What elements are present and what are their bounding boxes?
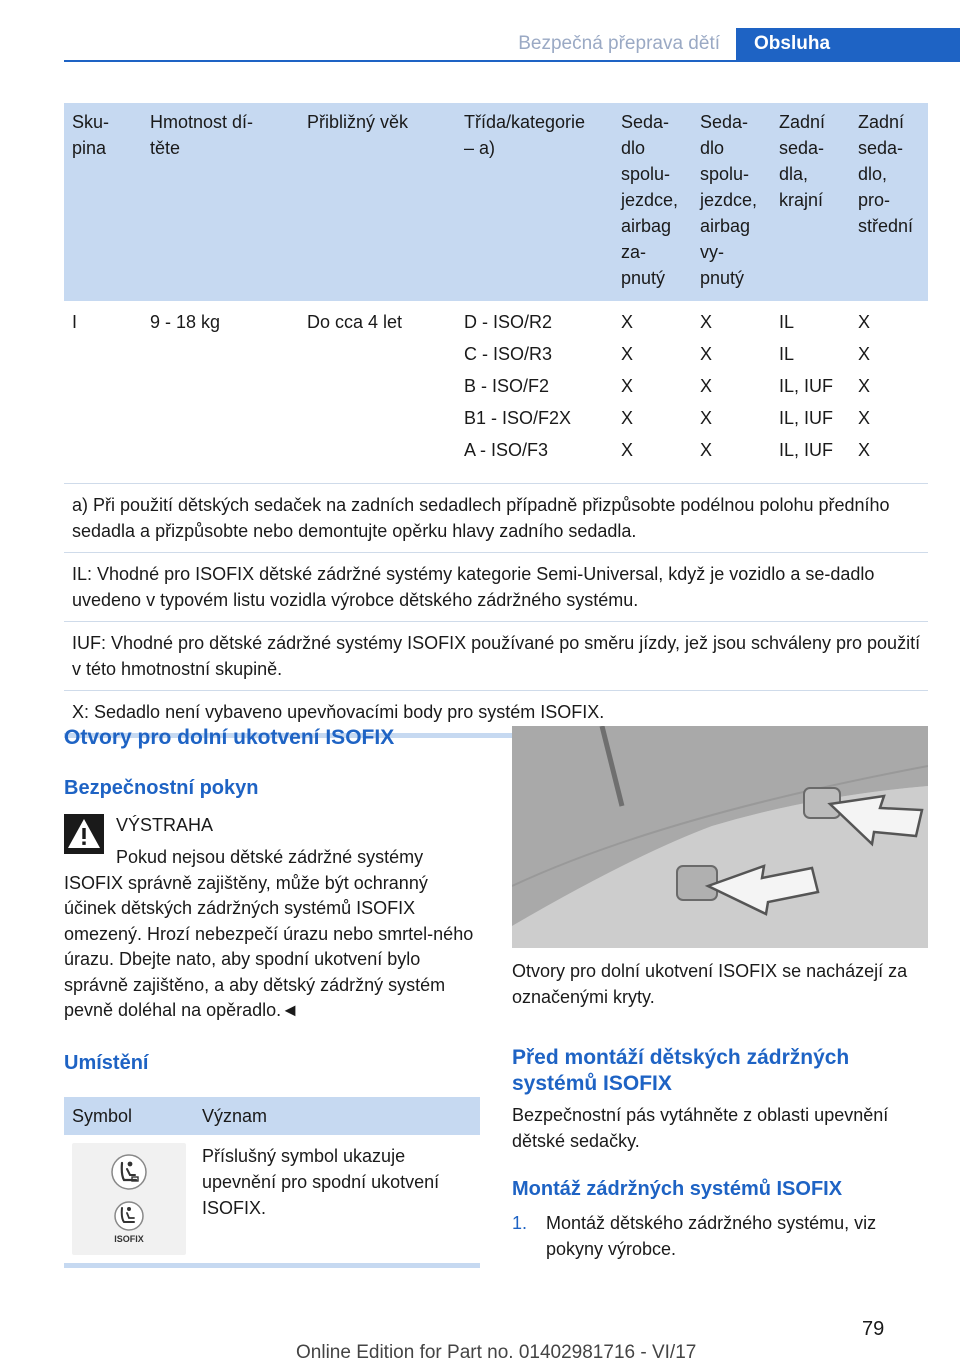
footer-edition: Online Edition for Part no. 01402981716 - VI/17: [296, 1342, 697, 1363]
symbol-cell: [64, 1135, 194, 1266]
cell-weight: 9 - 18 kg: [150, 312, 221, 332]
th-rear-center: Zadní seda- dlo, pro- střední: [850, 103, 928, 301]
warning-label: VÝSTRAHA: [116, 815, 214, 835]
th-age: Přibližný věk: [299, 103, 456, 301]
photo-caption: Otvory pro dolní ukotvení ISOFIX se nacházejí za označenými kryty.: [512, 961, 908, 1007]
note-a: a) Při použití dětských sedaček na zadních sedadlech případně přizpůsobte podélnou polohu předního sedadla a přizpůsobte nebo demontujte opěrku hlavy zadního sedadla.: [64, 484, 928, 553]
th-passenger-airbag-on: Seda- dlo spolu- jezdce, airbag za- pnutý: [613, 103, 692, 301]
th-meaning: Význam: [194, 1097, 480, 1135]
placement-title: Umístění: [64, 1052, 149, 1074]
note-x: X: Sedadlo není vybaveno upevňovacími body pro systém ISOFIX.: [64, 691, 928, 736]
header-section-title: Bezpečná přeprava dětí: [518, 33, 720, 54]
cell-group: I: [72, 312, 78, 332]
table-header-row: [64, 103, 928, 301]
th-rear-outer: Zadní seda- dla, krajní: [771, 103, 850, 301]
section-title: Otvory pro dolní ukotvení ISOFIX: [64, 726, 395, 749]
th-passenger-airbag-off: Seda- dlo spolu- jezdce, airbag vy- pnutý: [692, 103, 771, 301]
th-symbol: Symbol: [64, 1097, 194, 1135]
table-note-row: [64, 484, 928, 553]
cell-age: Do cca 4 let: [307, 312, 403, 332]
page-number: 79: [862, 1318, 885, 1340]
isofix-anchor-photo: [512, 726, 928, 948]
install-heading: Montáž zádržných systémů ISOFIX: [512, 1178, 843, 1200]
table-note-row: [64, 622, 928, 691]
header-chapter-tab: Obsluha: [736, 28, 960, 60]
table-note-row: [64, 553, 928, 622]
before-install-text: Bezpečnostní pás vytáhněte z oblasti upevnění dětské sedačky.: [512, 1105, 889, 1151]
subsection-title: Bezpečnostní pokyn: [64, 777, 259, 799]
before-install-heading: Před montáží dětských zádržných systémů ISOFIX: [512, 1046, 850, 1095]
cell-airbag-on: X X X X X: [621, 312, 634, 460]
cell-classes: D - ISO/R2 C - ISO/R3 B - ISO/F2 B1 - ISO/F2X A - ISO/F3: [464, 312, 572, 460]
warning-text: Pokud nejsou dětské zádržné systémy ISOFIX správně zajištěny, může být ochranný účinek dětských zádržných systémů ISOFIX omezený. Hrozí nebezpečí úrazu nebo smrtel-ného úrazu. Dbejte nato, aby spodní ukotvení bylo správně zajištěno, a aby dětský zádržný systém pevně doléhal na opěradlo.◄: [64, 847, 474, 1020]
step-number: 1.: [512, 1213, 528, 1233]
step-text: Montáž dětského zádržného systému, viz pokyny výrobce.: [546, 1213, 877, 1259]
symbol-table-header: [64, 1097, 480, 1135]
th-group: Sku- pina: [64, 103, 142, 301]
table-row: [64, 1135, 480, 1266]
note-iuf: IUF: Vhodné pro dětské zádržné systémy ISOFIX používané po směru jízdy, jež jsou schváleny pro použití v této hmotnostní skupině.: [64, 622, 928, 691]
th-class: Třída/kategorie – a): [456, 103, 613, 301]
cell-rear-outer: IL IL IL, IUF IL, IUF IL, IUF: [779, 312, 834, 460]
isofix-seat-icon: [110, 1153, 148, 1191]
cell-airbag-off: X X X X X: [700, 312, 713, 460]
isofix-table: [64, 103, 928, 738]
meaning-cell: Příslušný symbol ukazuje upevnění pro spodní ukotvení ISOFIX.: [194, 1135, 480, 1266]
isofix-label-icon: [106, 1199, 152, 1245]
th-weight: Hmotnost dí- těte: [142, 103, 299, 301]
table-row: [64, 301, 928, 484]
symbol-table: [64, 1097, 480, 1268]
header-rule: [64, 60, 960, 62]
isofix-symbols: [72, 1143, 186, 1255]
isofix-icon-label: ISOFIX: [114, 1234, 144, 1244]
cell-rear-center: X X X X X: [858, 312, 871, 460]
note-il: IL: Vhodné pro ISOFIX dětské zádržné systémy kategorie Semi-Universal, když je vozidlo a se-dadlo uvedeno v typovém listu vozidla výrobce dětského zádržného systému.: [64, 553, 928, 622]
